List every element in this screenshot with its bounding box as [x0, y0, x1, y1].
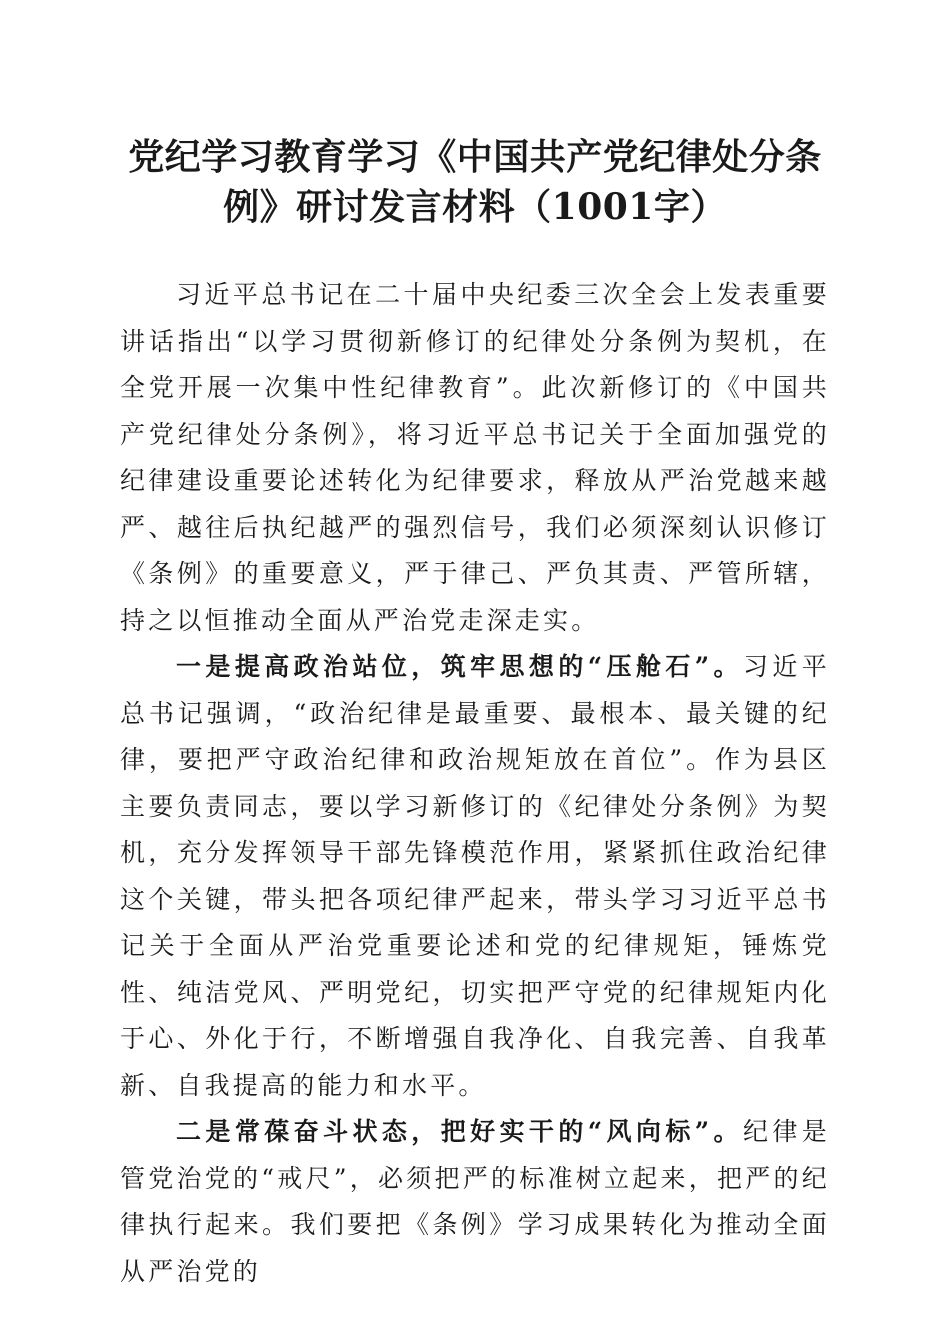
document-title	[110, 132, 840, 232]
paragraph-text: 习近平总书记强调，“政治纪律是最重要、最根本、最关键的纪律，要把严守政治纪律和政治规矩放在首位”。作为县区主要负责同志，要以学习新修订的《纪律处分条例》为契机，充分发挥领导干部先锋模范作用，紧紧抓住政治纪律这个关键，带头把各项纪律严起来，带头学习习近平总书记关于全面从严治党重要论述和党的纪律规矩，锤炼党性、纯洁党风、严明党纪，切实把严守党的纪律规矩内化于心、外化于行，不断增强自我净化、自我完善、自我革新、自我提高的能力和水平。	[120, 652, 830, 1100]
title-line-1: 党纪学习教育学习《中国共产党纪律处分条	[128, 136, 822, 178]
document-body	[120, 272, 830, 1295]
paragraph-intro	[120, 272, 830, 644]
paragraph-lead: 一是提高政治站位，筑牢思想的“压舱石”。	[176, 652, 743, 681]
paragraph-point-one	[120, 644, 830, 1109]
paragraph-lead: 二是常葆奋斗状态，把好实干的“风向标”。	[176, 1117, 743, 1146]
paragraph-text: 纪律是管党治党的“戒尺”，必须把严的标准树立起来，把严的纪律执行起来。我们要把《条例》学习成果转化为推动全面从严治党的	[120, 1117, 830, 1286]
paragraph-text: 习近平总书记在二十届中央纪委三次全会上发表重要讲话指出“以学习贯彻新修订的纪律处分条例为契机，在全党开展一次集中性纪律教育”。此次新修订的《中国共产党纪律处分条例》，将习近平总书记关于全面加强党的纪律建设重要论述转化为纪律要求，释放从严治党越来越严、越往后执纪越严的强烈信号，我们必须深刻认识修订《条例》的重要意义，严于律己、严负其责、严管所辖，持之以恒推动全面从严治党走深走实。	[120, 280, 830, 635]
paragraph-point-two	[120, 1109, 830, 1295]
title-line-2: 例》研讨发言材料（1001字）	[223, 186, 727, 228]
